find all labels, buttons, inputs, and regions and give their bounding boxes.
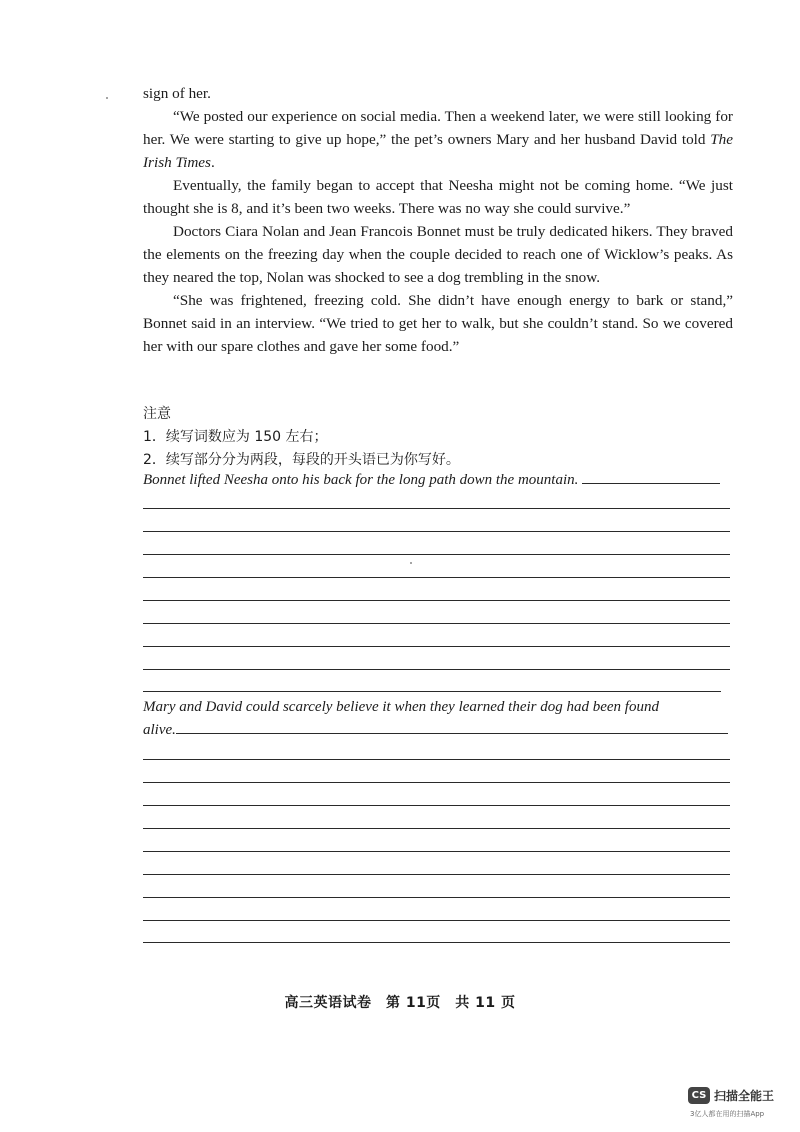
passage-paragraph-1-end: . xyxy=(210,154,215,171)
passage-paragraph-2: Eventually, the family began to accept that Neesha might not be coming home. “We just thought she is 8, and it’s been two weeks. There was no way she could survive.” xyxy=(143,177,733,217)
notes-item-2: 2．续写部分分为两段，每段的开头语已为你写好。 xyxy=(143,452,460,468)
newspaper-title: The Irish Times xyxy=(143,131,733,171)
watermark-tagline: 3亿人都在用的扫描App xyxy=(690,1110,765,1118)
answer-line-2-8[interactable] xyxy=(143,920,730,921)
answer-line-2-7[interactable] xyxy=(143,897,730,898)
scan-speck xyxy=(410,562,412,564)
answer-line-2-2[interactable] xyxy=(143,782,730,783)
answer-line-1-7[interactable] xyxy=(143,646,730,647)
passage-paragraph-0: sign of her. xyxy=(143,85,211,102)
answer-blank-inline-2[interactable] xyxy=(176,733,728,734)
answer-line-1-6[interactable] xyxy=(143,623,730,624)
camscanner-logo-icon: CS xyxy=(688,1087,710,1104)
passage-paragraph-1 xyxy=(143,105,733,174)
answer-line-2-1[interactable] xyxy=(143,759,730,760)
answer-blank-inline-1[interactable] xyxy=(582,483,720,484)
notes-heading: 注意 xyxy=(143,406,171,422)
writing-prompt-2 xyxy=(143,696,733,719)
passage-paragraph-1-text: “We posted our experience on social media. Then a weekend later, we were still looking for her. We were starting to give up hope,” the pet’s owners Mary and her husband David told xyxy=(143,108,733,148)
scan-speck xyxy=(106,97,108,99)
writing-prompt-1 xyxy=(143,469,733,492)
writing-prompt-1-text: Bonnet lifted Neesha onto his back for the long path down the mountain. xyxy=(143,472,579,488)
passage-paragraph-4: “She was frightened, freezing cold. She didn’t have enough energy to bark or stand,” Bonnet said in an interview. “We tried to get her to walk, but she couldn’t stand. So we covered her with our spare clothes and gave her some food.” xyxy=(143,292,733,355)
page-footer: 高三英语试卷 第 11页 共 11 页 xyxy=(284,995,516,1011)
writing-prompt-2-text: Mary and David could scarcely believe it when they learned their dog had been found xyxy=(143,699,659,715)
passage-paragraph-3: Doctors Ciara Nolan and Jean Francois Bonnet must be truly dedicated hikers. They braved the elements on the freezing day when the couple decided to reach one of Wicklow’s peaks. As they neared the top, Nolan was shocked to see a dog trembling in the snow. xyxy=(143,223,733,286)
answer-line-2-6[interactable] xyxy=(143,874,730,875)
answer-line-2-4[interactable] xyxy=(143,828,730,829)
answer-line-1-2[interactable] xyxy=(143,531,730,532)
answer-line-1-5[interactable] xyxy=(143,600,730,601)
watermark-app-name: 扫描全能王 xyxy=(714,1089,775,1103)
writing-prompt-2-text-end: alive. xyxy=(143,722,176,738)
answer-line-1-8[interactable] xyxy=(143,669,730,670)
answer-line-2-9[interactable] xyxy=(143,942,730,943)
writing-prompt-2-end xyxy=(143,719,733,742)
answer-line-1-1[interactable] xyxy=(143,508,730,509)
answer-line-1-9[interactable] xyxy=(143,691,721,692)
answer-line-1-3[interactable] xyxy=(143,554,730,555)
answer-line-2-5[interactable] xyxy=(143,851,730,852)
answer-line-1-4[interactable] xyxy=(143,577,730,578)
scanner-watermark xyxy=(688,1087,794,1127)
notes-item-1: 1．续写词数应为 150 左右； xyxy=(143,429,328,445)
answer-line-2-3[interactable] xyxy=(143,805,730,806)
